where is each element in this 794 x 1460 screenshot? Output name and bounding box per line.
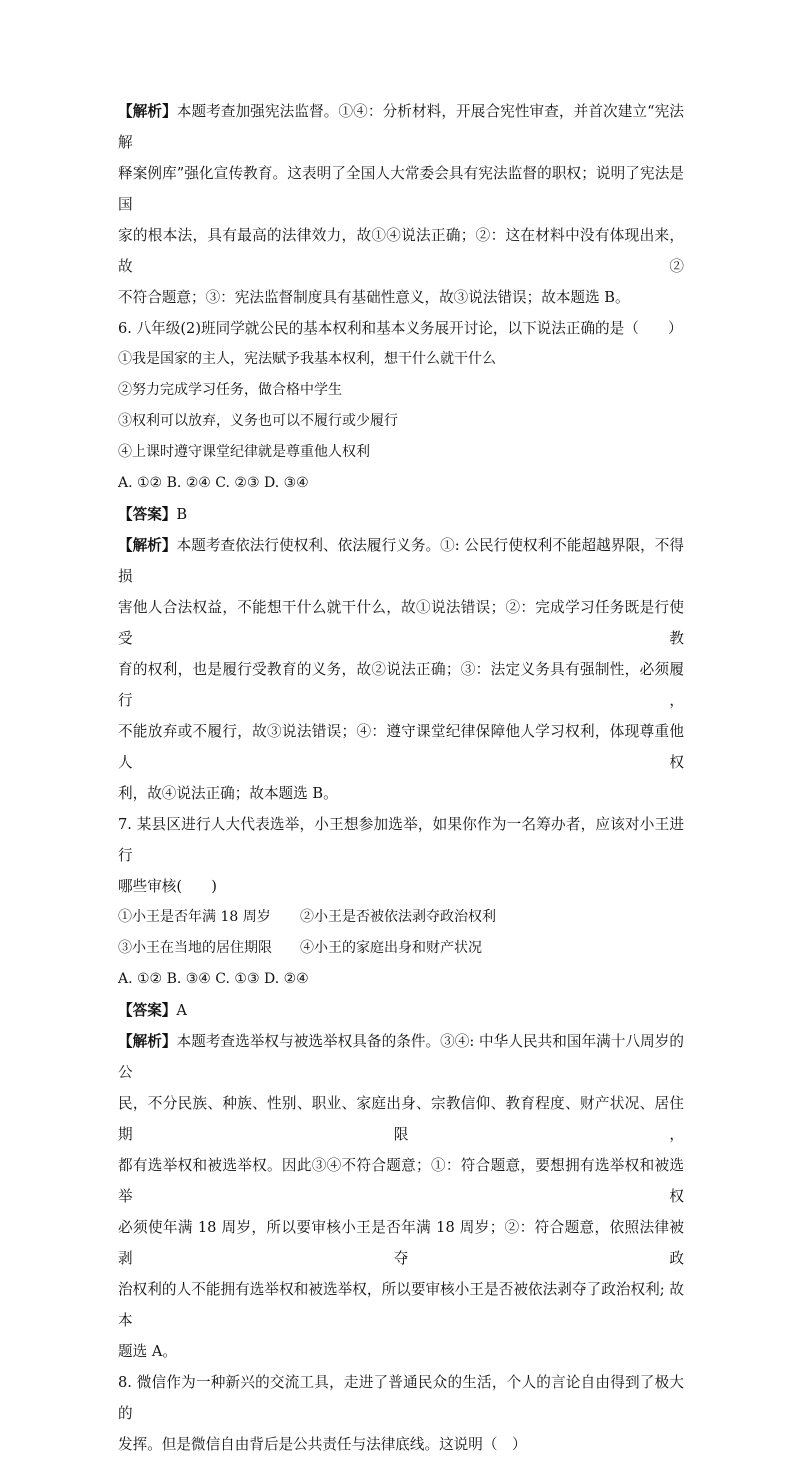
q5-analysis-line-3: 家的根本法，具有最高的法律效力，故①④说法正确；②：这在材料中没有体现出来，故② <box>118 227 684 275</box>
document-page <box>118 96 684 1460</box>
q7-analysis-line-6: 题选 A。 <box>118 1343 177 1360</box>
q5-analysis-line-1: 【解析】本题考查加强宪法监督。①④：分析材料，开展合宪性审查，并首次建立“宪法解 <box>118 103 684 151</box>
q6-item-3: ③权利可以放弃，义务也可以不履行或少履行 <box>118 413 398 429</box>
q6-analysis-line-3: 育的权利，也是履行受教育的义务，故②说法正确；③：法定义务具有强制性，必须履行， <box>118 661 684 709</box>
q5-analysis-line-2: 释案例库”强化宣传教育。这表明了全国人大常委会具有宪法监督的职权；说明了宪法是国 <box>118 165 684 213</box>
q6-stem: 6. 八年级(2)班同学就公民的基本权利和基本义务展开讨论，以下说法正确的是（ ） <box>118 320 683 337</box>
q7-item-1: ①小王是否年满 18 周岁 <box>118 909 271 925</box>
q7-item-3: ③小王在当地的居住期限 <box>118 940 272 956</box>
q6-analysis-line-4: 不能放弃或不履行，故③说法错误；④：遵守课堂纪律保障他人学习权利，体现尊重他人权 <box>118 723 684 771</box>
q6-analysis-line-5: 利，故④说法正确；故本题选 B。 <box>118 785 338 802</box>
q6-item-4: ④上课时遵守课堂纪律就是尊重他人权利 <box>118 444 370 460</box>
analysis-label: 【解析】 <box>118 537 177 554</box>
q7-items-row-2 <box>118 933 684 964</box>
q7-item-2: ②小王是否被依法剥夺政治权利 <box>300 909 496 925</box>
q7-analysis-line-3: 都有选举权和被选举权。因此③④不符合题意；①：符合题意，要想拥有选举权和被选举权 <box>118 1157 684 1205</box>
answer-label: 【答案】 <box>118 1002 177 1019</box>
analysis-label: 【解析】 <box>118 1033 177 1050</box>
q6-answer: 【答案】B <box>118 506 188 523</box>
q7-answer: 【答案】A <box>118 1002 187 1019</box>
q7-analysis-line-5: 治权利的人不能拥有选举权和被选举权，所以要审核小王是否被依法剥夺了政治权利; 故本 <box>118 1281 684 1329</box>
q6-item-1: ①我是国家的主人，宪法赋予我基本权利，想干什么就干什么 <box>118 351 496 367</box>
q7-items-row-1 <box>118 902 684 933</box>
q8-stem-line-1: 8. 微信作为一种新兴的交流工具，走进了普通民众的生活，个人的言论自由得到了极大的 <box>118 1374 684 1422</box>
q7-stem-line-1: 7. 某县区进行人大代表选举，小王想参加选举，如果你作为一名筹办者，应该对小王进行 <box>118 816 684 864</box>
q6-options: A. ①② B. ②④ C. ②③ D. ③④ <box>118 475 309 491</box>
q7-stem-line-2: 哪些审核( ) <box>118 878 217 895</box>
q5-analysis-line-4: 不符合题意；③：宪法监督制度具有基础性意义，故③说法错误；故本题选 B。 <box>118 289 630 306</box>
q7-analysis-line-1: 【解析】本题考查选举权与被选举权具备的条件。③④: 中华人民共和国年满十八周岁的公 <box>118 1033 684 1081</box>
analysis-label: 【解析】 <box>118 103 177 120</box>
q6-analysis-line-1: 【解析】本题考查依法行使权利、依法履行义务。①: 公民行使权利不能超越界限，不得损 <box>118 537 684 585</box>
q6-analysis-line-2: 害他人合法权益，不能想干什么就干什么，故①说法错误；②：完成学习任务既是行使受教 <box>118 599 684 647</box>
q7-analysis-line-4: 必须使年满 18 周岁，所以要审核小王是否年满 18 周岁；②：符合题意，依照法律被剥夺政 <box>118 1219 684 1267</box>
answer-label: 【答案】 <box>118 506 177 523</box>
q7-item-4: ④小王的家庭出身和财产状况 <box>300 940 482 956</box>
q8-stem-line-2: 发挥。但是微信自由背后是公共责任与法律底线。这说明（ ） <box>118 1436 527 1453</box>
q6-item-2: ②努力完成学习任务，做合格中学生 <box>118 382 342 398</box>
q7-analysis-line-2: 民，不分民族、种族、性别、职业、家庭出身、宗教信仰、教育程度、财产状况、居住期限， <box>118 1095 684 1143</box>
q7-options: A. ①② B. ③④ C. ①③ D. ②④ <box>118 971 309 987</box>
